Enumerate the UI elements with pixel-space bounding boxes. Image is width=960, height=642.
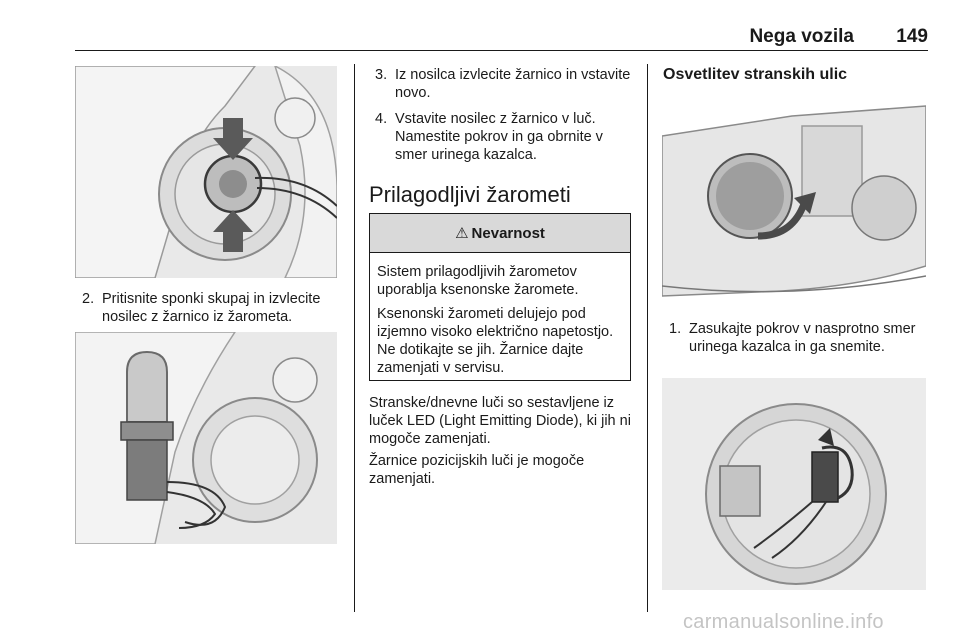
warning-triangle-icon: ⚠ — [455, 225, 469, 242]
step-text: Zasukajte pokrov v nasprotno smer urinega kazalca in ga snemite. — [689, 321, 916, 355]
step-text: Iz nosilca izvlecite žarnico in vstavite novo. — [395, 67, 631, 101]
column-divider-left — [354, 64, 355, 612]
figure-bulb-holder-clips — [75, 66, 337, 278]
page-number: 149 — [896, 26, 928, 47]
warning-box — [369, 213, 631, 381]
column-divider-right — [647, 64, 648, 612]
step-number: 3. — [375, 67, 388, 83]
step-4 — [375, 110, 637, 164]
watermark: carmanualsonline.info — [683, 611, 884, 633]
warning-header — [370, 214, 630, 253]
paragraph-position-lights: Žarnice pozicijskih luči je mogoče zamenjati. — [369, 453, 585, 487]
warning-paragraph: Ksenonski žarometi delujejo pod izjemno visoko električno napetostjo. Ne dotikajte se jih. Žarnice dajte zamenjati v servisu. — [377, 306, 614, 376]
section-title-cornering-lights: Osvetlitev stranskih ulic — [663, 66, 848, 83]
figure-bulb-removed — [75, 332, 337, 544]
step-text: Pritisnite sponki skupaj in izvlecite nosilec z žarnico iz žarometa. — [102, 291, 321, 325]
step-2 — [82, 290, 344, 326]
paragraph-led-lights: Stranske/dnevne luči so sestavljene iz luček LED (Light Emitting Diode), ki jih ni mogoče zamenjati. — [369, 395, 631, 447]
step-number: 2. — [82, 291, 95, 307]
step-text: Vstavite nosilec z žarnico v luč. Namestite pokrov in ga obrnite v smer urinega kazalca. — [395, 111, 603, 163]
warning-paragraph: Sistem prilagodljivih žarometov uporablja ksenonske žaromete. — [377, 264, 579, 298]
warning-title: Nevarnost — [471, 224, 545, 242]
header-title: Nega vozila — [749, 26, 854, 47]
figure-headlamp-cover-rotation — [662, 96, 926, 308]
step-3 — [375, 66, 637, 102]
warning-body — [370, 253, 630, 377]
section-title-adaptive-headlights: Prilagodljivi žarometi — [369, 182, 571, 207]
step-1 — [669, 320, 931, 356]
step-number: 1. — [669, 321, 682, 337]
step-number: 4. — [375, 111, 388, 127]
figure-bulb-socket — [662, 378, 926, 590]
header-rule — [75, 50, 928, 51]
